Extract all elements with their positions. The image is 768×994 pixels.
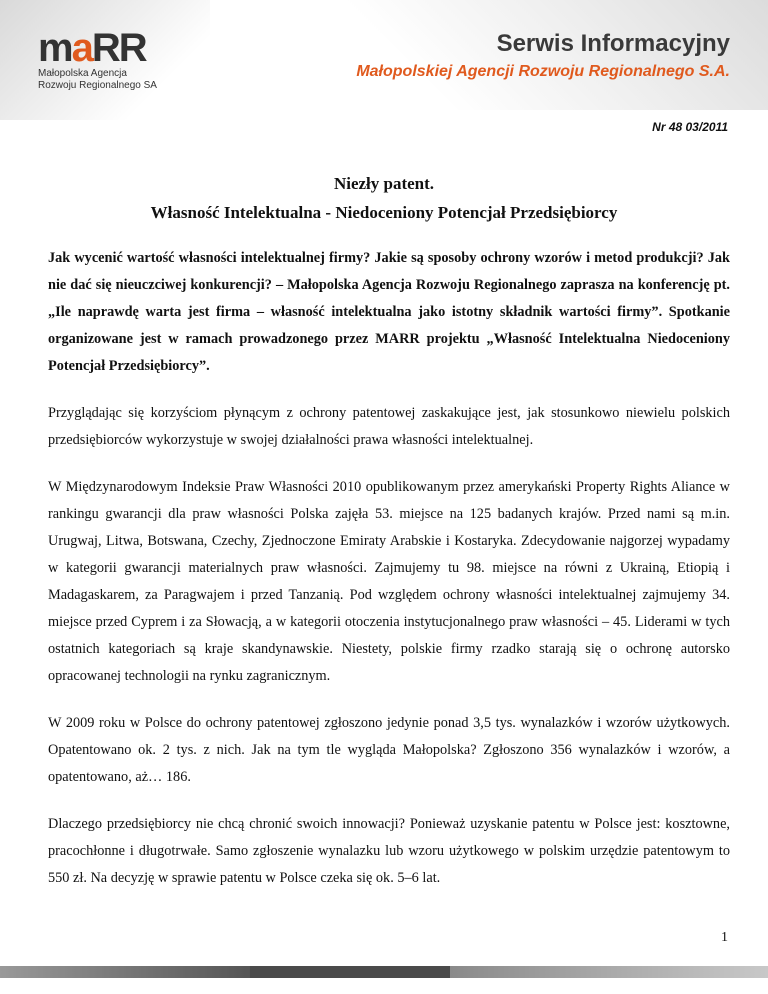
logo-letter-m: m <box>38 26 72 70</box>
logo-caption-line2: Rozwoju Regionalnego SA <box>38 80 157 91</box>
article-paragraph: W 2009 roku w Polsce do ochrony patentowej zgłoszono jedynie ponad 3,5 tys. wynalazków i wzorów użytkowych. Opatentowano ok. 2 tys. z nich. Jak na tym tle wygląda Małopolska? Zgłoszono 356 wynalazków i wzorów, a opatentowano, aż… 186. <box>48 715 730 785</box>
page-number: 1 <box>721 930 728 945</box>
logo-letters-rr: RR <box>91 26 146 70</box>
article-body <box>48 245 730 912</box>
article-paragraph: W Międzynarodowym Indeksie Praw Własności 2010 opublikowanym przez amerykański Property Rights Aliance w rankingu gwarancji dla praw własności Polska zajęła 53. miejsce na 125 badanych krajów. Przed nami są m.in. Urugwaj, Litwa, Botswana, Czechy, Zjednoczone Emiraty Arabskie i Kostaryka. Zdecydowanie najgorzej wypadamy w kategorii gwarancji materialnych praw własności. Zajmujemy tu 98. miejsce na równi z Ukrainą, Etiopią i Madagaskarem, za Paragwajem i przed Tanzanią. Pod względem ochrony własności intelektualnej zajmujemy 34. miejsce przed Cyprem i za Słowacją, a w kategorii otoczenia instytucjonalnego praw własności – 45. Liderami w tych ostatnich kategoriach są kraje skandynawskie. Niestety, polskie firmy rzadko starają się o ochronę autorsko opracowanej technologii na rynku zagranicznym. <box>48 479 730 684</box>
footer-bar <box>0 966 768 978</box>
article-paragraph: Przyglądając się korzyściom płynącym z ochrony patentowej zaskakujące jest, jak stosunkowo niewielu polskich przedsiębiorców wykorzystuje w swojej działalności prawa własności intelektualnej. <box>48 405 730 448</box>
service-subtitle: Małopolskiej Agencji Rozwoju Regionalnego S.A. <box>356 63 730 80</box>
footer-bar-segment <box>450 966 768 978</box>
footer-bar-segment <box>0 966 250 978</box>
footer-bar-segment <box>250 966 450 978</box>
article-title: Niezły patent. <box>333 174 435 193</box>
issue-number: Nr 48 03/2011 <box>652 120 728 134</box>
article-lead: Jak wycenić wartość własności intelektualnej firmy? Jakie są sposoby ochrony wzorów i metod produkcji? Jak nie dać się nieuczciwej konkurencji? – Małopolska Agencja Rozwoju Regionalnego zaprasza na konferencję pt. „Ile naprawdę warta jest firma – własność intelektualna jako istotny składnik wartości firmy”. Spotkanie organizowane jest w ramach prowadzonego przez MARR projektu „Własność Intelektualna Niedoceniony Potencjał Przedsiębiorcy”. <box>48 250 730 374</box>
article-paragraph: Dlaczego przedsiębiorcy nie chcą chronić swoich innowacji? Ponieważ uzyskanie patentu w Polsce jest: kosztowne, pracochłonne i długotrwałe. Samo zgłoszenie wynalazku lub wzoru użytkowego w polskim urzędzie patentowym to 550 zł. Na decyzję w sprawie patentu w Polsce czeka się ok. 5–6 lat. <box>48 816 730 886</box>
marr-logo <box>38 26 157 92</box>
logo-wordmark <box>38 26 157 70</box>
article-subtitle: Własność Intelektualna - Niedoceniony Potencjał Przedsiębiorcy <box>150 203 618 222</box>
logo-caption-line1: Małopolska Agencja <box>38 68 127 79</box>
logo-letter-a: a <box>71 26 92 70</box>
service-title: Serwis Informacyjny <box>496 30 730 57</box>
